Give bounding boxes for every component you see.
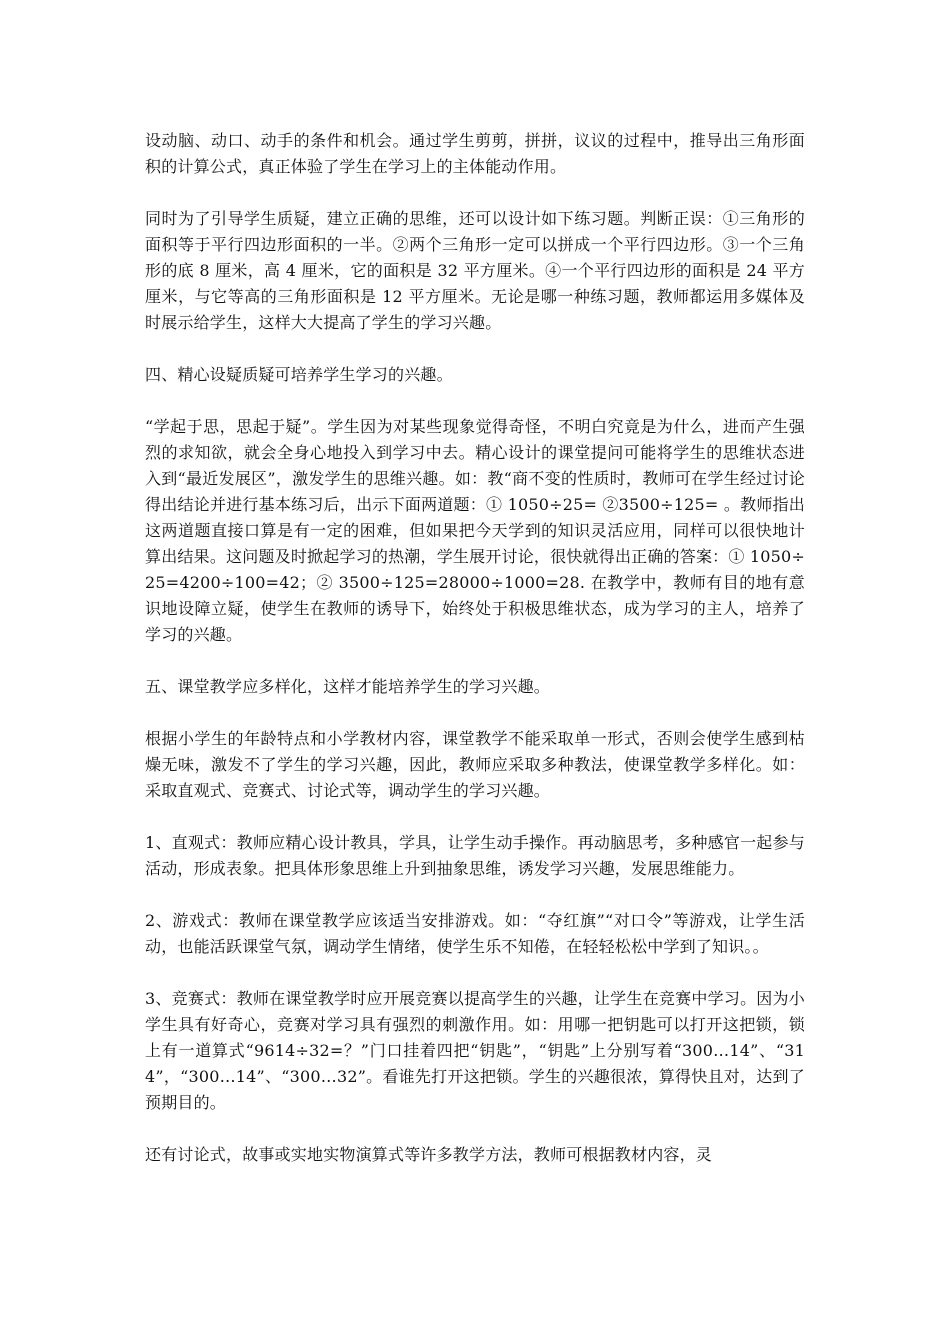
paragraph-other-methods: 还有讨论式，故事或实地实物演算式等许多教学方法，教师可根据教材内容，灵: [145, 1145, 713, 1164]
document-body: [145, 128, 805, 1168]
paragraph-intuitive-method: 1、直观式：教师应精心设计教具，学具，让学生动手操作。再动脑思考，多种感官一起参与活动，形成表象。把具体形象思维上升到抽象思维，诱发学习兴趣，发展思维能力。: [145, 833, 805, 878]
paragraph-practice-questions: 同时为了引导学生质疑，建立正确的思维，还可以设计如下练习题。判断正误：①三角形的面积等于平行四边形面积的一半。②两个三角形一定可以拼成一个平行四边形。③一个三角形的底 8 厘米，高 4 厘米，它的面积是 32 平方厘米。④一个平行四边形的面积是 24 平方厘米，与它等高的三角形面积是 12 平方厘米。无论是哪一种练习题，教师都运用多媒体及时展示给学生，这样大大提高了学生的学习兴趣。: [145, 209, 805, 332]
paragraph-intro-continuation: 设动脑、动口、动手的条件和机会。通过学生剪剪，拼拼，议议的过程中，推导出三角形面积的计算公式，真正体验了学生在学习上的主体能动作用。: [145, 131, 805, 176]
paragraph-competition-method: 3、竞赛式：教师在课堂教学时应开展竞赛以提高学生的兴趣，让学生在竞赛中学习。因为小学生具有好奇心，竞赛对学习具有强烈的刺激作用。如：用哪一把钥匙可以打开这把锁，锁上有一道算式“9614÷32=？”门口挂着四把“钥匙”，“钥匙”上分别写着“300…14”、“314”，“300…14”、“300…32”。看谁先打开这把锁。学生的兴趣很浓，算得快且对，达到了预期目的。: [145, 989, 805, 1112]
paragraph-questioning: “学起于思，思起于疑”。学生因为对某些现象觉得奇怪，不明白究竟是为什么，进而产生强烈的求知欲，就会全身心地投入到学习中去。精心设计的课堂提问可能将学生的思维状态进入到“最近发展区”，激发学生的思维兴趣。如：教“商不变的性质时，教师可在学生经过讨论得出结论并进行基本练习后，出示下面两道题：① 1050÷25= ②3500÷125= 。教师指出这两道题直接口算是有一定的困难，但如果把今天学到的知识灵活应用，同样可以很快地计算出结果。这问题及时掀起学习的热潮，学生展开讨论，很快就得出正确的答案：① 1050÷25=4200÷100=42；② 3500÷125=28000÷1000=28. 在教学中，教师有目的地有意识地设障立疑，使学生在教师的诱导下，始终处于积极思维状态，成为学习的主人，培养了学习的兴趣。: [145, 417, 805, 644]
section-heading-5: 五、课堂教学应多样化，这样才能培养学生的学习兴趣。: [145, 677, 551, 696]
paragraph-diverse-teaching: 根据小学生的年龄特点和小学教材内容，课堂教学不能采取单一形式，否则会使学生感到枯燥无味，激发不了学生的学习兴趣，因此，教师应采取多种教法，使课堂教学多样化。如：采取直观式、竞赛式、讨论式等，调动学生的学习兴趣。: [145, 729, 805, 800]
section-heading-4: 四、精心设疑质疑可培养学生学习的兴趣。: [145, 365, 453, 384]
paragraph-game-method: 2、游戏式：教师在课堂教学应该适当安排游戏。如：“夺红旗”“对口令”等游戏，让学生活动，也能活跃课堂气氛，调动学生情绪，使学生乐不知倦，在轻轻松松中学到了知识。。: [145, 911, 805, 956]
